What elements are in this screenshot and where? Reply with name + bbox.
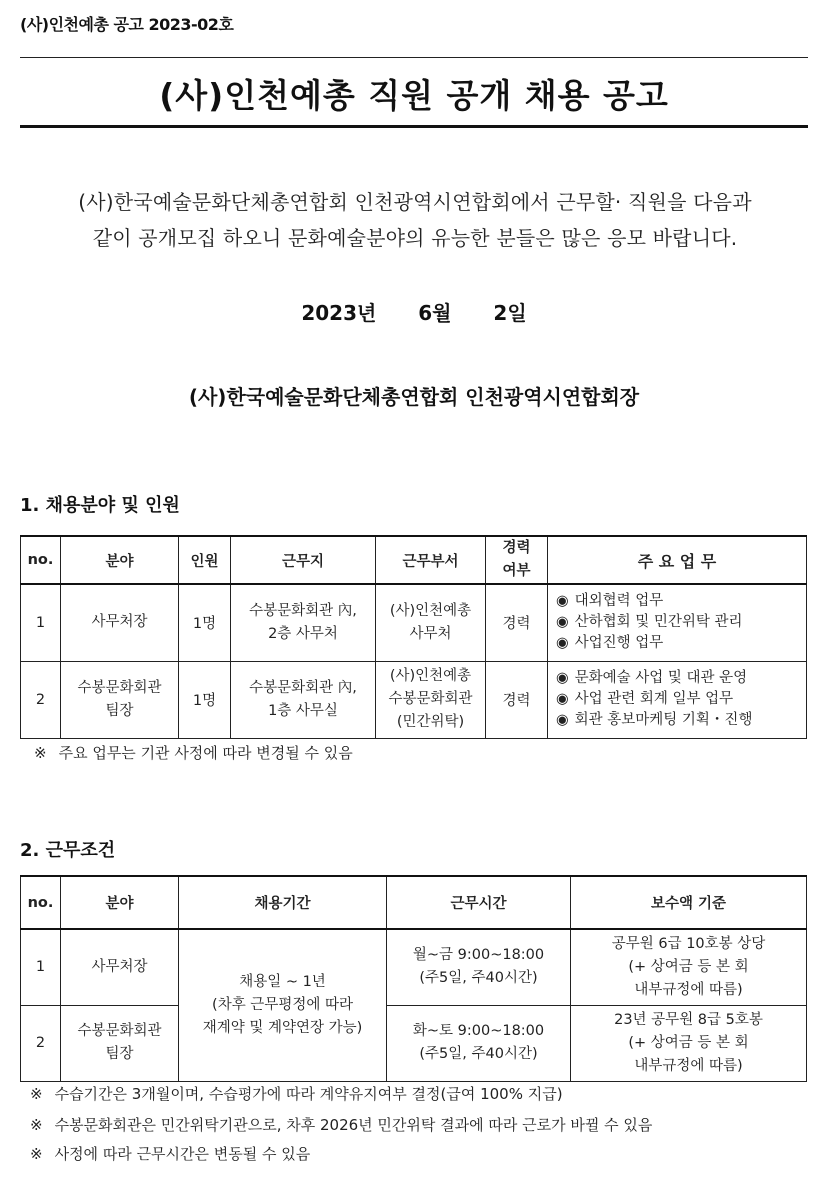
row-period-line-1: 채용일 ~ 1년	[239, 973, 326, 990]
note-symbol: ※	[30, 1145, 43, 1163]
row-field-line-2: 팀장	[105, 1046, 134, 1062]
row-field	[61, 1005, 179, 1081]
row-pay-line-3: 내부규정에 따름)	[634, 1057, 743, 1074]
row-no: 2	[21, 661, 61, 738]
row-field-line-1: 수봉문화회관	[77, 1023, 162, 1039]
table-row	[21, 661, 807, 738]
row-location-line-2: 1층 사무실	[268, 702, 338, 719]
bullet-icon: ◉	[556, 593, 569, 610]
table-header-row	[21, 536, 807, 584]
section-2-note	[30, 1143, 310, 1164]
duty-item	[556, 689, 804, 710]
row-field	[61, 584, 179, 661]
row-pay-line-1: 공무원 6급 10호봉 상당	[611, 935, 766, 952]
duty-item	[556, 591, 804, 612]
row-field-line-1: 사무처장	[91, 614, 148, 631]
row-field-line-2: 팀장	[105, 702, 134, 719]
row-dept-line-2: 수봉문화회관	[388, 691, 473, 707]
duty-item	[556, 612, 804, 633]
col-count: 인원	[179, 536, 231, 584]
row-dept-line-1: (사)인천예총	[389, 668, 472, 684]
col-field: 분야	[61, 876, 179, 929]
intro-line-2: 같이 공개모집 하오니 문화예술분야의 유능한 분들은 많은 응모 바랍니다.	[92, 226, 738, 250]
col-no: no.	[21, 876, 61, 929]
row-career: 경력	[486, 584, 548, 661]
row-count: 1명	[179, 584, 231, 661]
note-text: 수봉문화회관은 민간위탁기관으로, 차후 2026년 민간위탁 결과에 따라 근로가 바뀔 수 있음	[54, 1116, 653, 1134]
col-career	[486, 536, 548, 584]
row-hours-line-2: (주5일, 주40시간)	[419, 1046, 538, 1062]
row-dept-line-3: (민간위탁)	[396, 714, 465, 730]
bullet-icon: ◉	[556, 635, 569, 652]
col-period: 채용기간	[179, 876, 387, 929]
row-field	[61, 929, 179, 1005]
row-location	[231, 661, 376, 738]
note-text: 수습기간은 3개월이며, 수습평가에 따라 계약유지여부 결정(급여 100% 지급)	[54, 1085, 563, 1103]
row-hours	[387, 1005, 571, 1081]
row-no: 2	[21, 1005, 61, 1081]
col-career-line-2: 여부	[502, 563, 531, 579]
row-duties	[548, 584, 807, 661]
table-row	[21, 929, 807, 1005]
row-location-line-1: 수봉문화회관 內,	[249, 679, 357, 696]
positions-table	[20, 535, 807, 739]
row-period	[179, 929, 387, 1081]
duty-item	[556, 668, 804, 689]
row-pay	[571, 1005, 807, 1081]
row-dept	[376, 584, 486, 661]
row-no: 1	[21, 584, 61, 661]
note-symbol: ※	[30, 1116, 43, 1134]
bullet-icon: ◉	[556, 670, 569, 686]
duty-text: 대외협력 업무	[574, 593, 664, 610]
section-1-title: 1. 채용분야 및 인원	[20, 495, 180, 516]
bullet-icon: ◉	[556, 614, 569, 631]
title-bottom-rule	[20, 125, 808, 128]
row-pay-line-1: 23년 공무원 8급 5호봉	[614, 1011, 763, 1028]
signer: (사)한국예술문화단체총연합회 인천광역시연합회장	[188, 385, 640, 409]
row-period-line-2: (차후 근무평정에 따라	[212, 996, 353, 1013]
intro-line-1: (사)한국예술문화단체총연합회 인천광역시연합회에서 근무할· 직원을 다음과	[78, 190, 752, 214]
col-career-line-1: 경력	[502, 540, 531, 556]
duty-text: 문화예술 사업 및 대관 운영	[574, 670, 748, 686]
row-dept	[376, 661, 486, 738]
note-text: 사정에 따라 근무시간은 변동될 수 있음	[54, 1145, 311, 1163]
row-location-line-1: 수봉문화회관 內,	[249, 602, 357, 619]
note-text: 주요 업무는 기관 사정에 따라 변경될 수 있음	[58, 744, 353, 762]
table-header-row	[21, 876, 807, 929]
row-dept-line-2: 사무처	[409, 625, 452, 642]
row-hours	[387, 929, 571, 1005]
section-2-note	[30, 1114, 652, 1135]
row-pay-line-2: (+ 상여금 등 본 회	[628, 958, 749, 975]
row-hours-line-1: 월~금 9:00~18:00	[412, 947, 545, 964]
duty-text: 사업진행 업무	[574, 635, 664, 652]
page-title: (사)인천예총 직원 공개 채용 공고	[159, 76, 669, 115]
row-no: 1	[21, 929, 61, 1005]
row-location	[231, 584, 376, 661]
section-2-note	[30, 1083, 563, 1104]
col-duties: 주 요 업 무	[548, 536, 807, 584]
row-hours-line-2: (주5일, 주40시간)	[419, 970, 538, 987]
row-pay	[571, 929, 807, 1005]
row-dept-line-1: (사)인천예총	[389, 602, 472, 619]
col-no: no.	[21, 536, 61, 584]
row-count: 1명	[179, 661, 231, 738]
row-period-line-3: 재계약 및 계약연장 가능)	[202, 1019, 363, 1036]
duty-text: 회관 홍보마케팅 기획・진행	[574, 712, 753, 728]
duty-text: 사업 관련 회계 일부 업무	[574, 691, 734, 707]
note-symbol: ※	[34, 744, 47, 762]
section-2-title: 2. 근무조건	[20, 840, 116, 861]
duty-item	[556, 633, 804, 654]
row-duties	[548, 661, 807, 738]
col-location: 근무지	[231, 536, 376, 584]
col-pay: 보수액 기준	[571, 876, 807, 929]
row-pay-line-2: (+ 상여금 등 본 회	[628, 1034, 749, 1051]
bullet-icon: ◉	[556, 691, 569, 707]
duty-item	[556, 710, 804, 731]
row-career: 경력	[486, 661, 548, 738]
bullet-icon: ◉	[556, 712, 569, 728]
conditions-table	[20, 875, 807, 1082]
title-top-rule	[20, 57, 808, 58]
row-field-line-1: 사무처장	[91, 958, 148, 975]
col-field: 분야	[61, 536, 179, 584]
section-1-note	[34, 742, 353, 763]
row-field	[61, 661, 179, 738]
duty-text: 산하협회 및 민간위탁 관리	[574, 614, 743, 631]
intro-paragraph	[30, 184, 800, 256]
notice-number: (사)인천예총 공고 2023-02호	[20, 15, 234, 34]
row-hours-line-1: 화~토 9:00~18:00	[412, 1023, 545, 1039]
table-row	[21, 584, 807, 661]
row-pay-line-3: 내부규정에 따름)	[634, 981, 743, 998]
col-hours: 근무시간	[387, 876, 571, 929]
table-row	[21, 1005, 807, 1081]
col-dept: 근무부서	[376, 536, 486, 584]
row-field-line-1: 수봉문화회관	[77, 679, 162, 696]
note-symbol: ※	[30, 1085, 43, 1103]
row-location-line-2: 2층 사무처	[268, 625, 338, 642]
notice-date: 2023년 6월 2일	[301, 301, 527, 325]
